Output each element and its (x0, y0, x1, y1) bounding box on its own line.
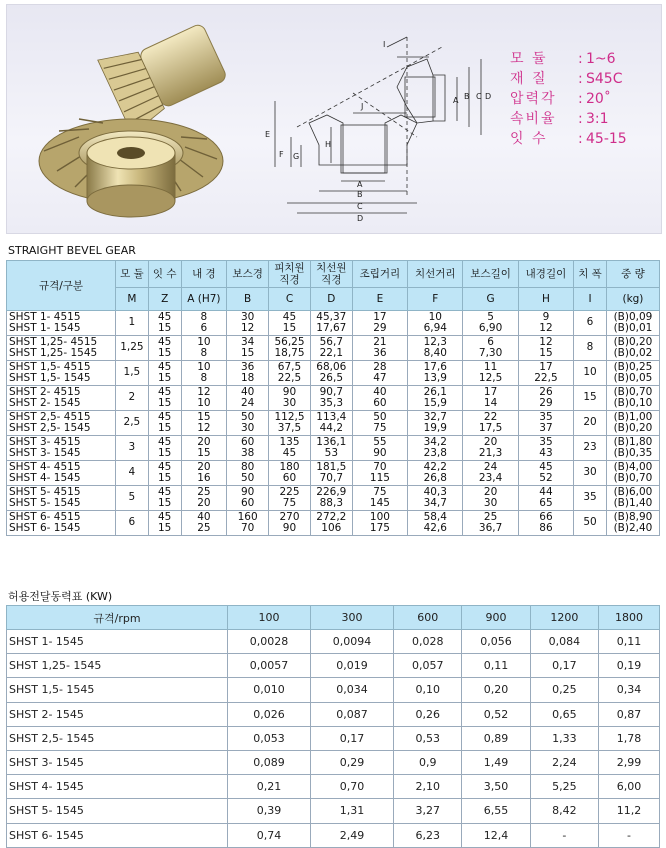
table-cell: 8,42 (530, 799, 598, 823)
module-cell: 2 (116, 386, 149, 411)
table-cell: 0,29 (311, 750, 394, 774)
part-number-cell: SHST 5- 4515 SHST 5- 1545 (7, 486, 116, 511)
table-cell: 0,087 (311, 702, 394, 726)
face-width-cell: 50 (574, 511, 607, 536)
table-cell: 45 52 (518, 461, 573, 486)
table-cell: 56,25 18,75 (269, 336, 311, 361)
table-cell: 2,99 (599, 750, 660, 774)
column-subheader: E (352, 288, 407, 311)
part-number-cell: SHST 6- 4515 SHST 6- 1545 (7, 511, 116, 536)
table-cell: 12 10 (181, 386, 227, 411)
table-cell: 80 50 (227, 461, 269, 486)
face-width-cell: 8 (574, 336, 607, 361)
part-number-cell: SHST 1- 1545 (7, 630, 228, 654)
part-number-cell: SHST 1,5- 1545 (7, 678, 228, 702)
table-cell: 56,7 22,1 (310, 336, 352, 361)
table-cell: 0,9 (394, 750, 462, 774)
table-cell: 0,65 (530, 702, 598, 726)
weight-cell: (B)1,00 (B)0,20 (606, 411, 659, 436)
table-cell: 45 15 (148, 486, 181, 511)
part-number-cell: SHST 6- 1545 (7, 823, 228, 847)
column-header: 치 폭 (574, 261, 607, 288)
svg-text:A: A (453, 96, 459, 105)
table-cell: 5,25 (530, 775, 598, 799)
spec-label: 잇 수 (510, 131, 548, 147)
table-cell: 0,17 (311, 726, 394, 750)
spec-value: 45-15 (586, 131, 627, 147)
table-cell: 1,49 (462, 750, 530, 774)
table-cell: 17 22,5 (518, 361, 573, 386)
column-header: 중 량 (606, 261, 659, 288)
spec-item: 속비율 : 3:1 (510, 111, 609, 127)
column-header: 피치원 직경 (269, 261, 311, 288)
part-number-cell: SHST 1,25- 1545 (7, 654, 228, 678)
table-cell: 11 12,5 (463, 361, 518, 386)
table-cell: 2,49 (311, 823, 394, 847)
table-cell: 6,55 (462, 799, 530, 823)
column-subheader: F (408, 288, 463, 311)
table-cell: 8 6 (181, 311, 227, 336)
table-cell: 1,78 (599, 726, 660, 750)
table-cell: 6 7,30 (463, 336, 518, 361)
table-row (7, 678, 660, 702)
module-cell: 1,25 (116, 336, 149, 361)
table-cell: 2,10 (394, 775, 462, 799)
table-cell: 0,34 (599, 678, 660, 702)
face-width-cell: 6 (574, 311, 607, 336)
table-cell: 45 15 (148, 411, 181, 436)
column-subheader: A (H7) (181, 288, 227, 311)
table-cell: 0,25 (530, 678, 598, 702)
table-cell: 0,010 (228, 678, 311, 702)
weight-cell: (B)0,20 (B)0,02 (606, 336, 659, 361)
svg-text:J: J (361, 102, 364, 111)
column-subheader: (kg) (606, 288, 659, 311)
svg-text:C: C (476, 92, 482, 101)
table-cell: 45 15 (148, 461, 181, 486)
table-row (7, 654, 660, 678)
face-width-cell: 20 (574, 411, 607, 436)
table-row (7, 311, 660, 336)
table-cell: 45 15 (148, 336, 181, 361)
module-cell: 5 (116, 486, 149, 511)
table-cell: 25 36,7 (463, 511, 518, 536)
table-row (7, 799, 660, 823)
table-cell: 0,0094 (311, 630, 394, 654)
table-cell: 12,4 (462, 823, 530, 847)
svg-text:C: C (357, 202, 363, 211)
table-cell: 0,084 (530, 630, 598, 654)
table-cell: 0,19 (599, 654, 660, 678)
table-cell: 12 15 (518, 336, 573, 361)
column-subheader: G (463, 288, 518, 311)
column-subheader: B (227, 288, 269, 311)
table-cell: 40,3 34,7 (408, 486, 463, 511)
column-header: 규격/rpm (7, 606, 228, 630)
column-header: 모 듈 (116, 261, 149, 288)
column-subheader: C (269, 288, 311, 311)
table-cell: 12,3 8,40 (408, 336, 463, 361)
column-header: 100 (228, 606, 311, 630)
table-cell: 136,1 53 (310, 436, 352, 461)
table-cell: 40 60 (352, 386, 407, 411)
table-cell: 26,1 15,9 (408, 386, 463, 411)
table-cell: 32,7 19,9 (408, 411, 463, 436)
svg-text:D: D (357, 214, 364, 223)
table-cell: 25 20 (181, 486, 227, 511)
column-header: 조립거리 (352, 261, 407, 288)
column-header: 300 (311, 606, 394, 630)
table-row (7, 411, 660, 436)
table-cell: 135 45 (269, 436, 311, 461)
spec-value: 1~6 (586, 51, 616, 67)
weight-cell: (B)1,80 (B)0,35 (606, 436, 659, 461)
table2-title: 허용전달동력표 (KW) (8, 590, 113, 603)
column-subheader: M (116, 288, 149, 311)
table-cell: 90,7 35,3 (310, 386, 352, 411)
table-cell: 0,39 (228, 799, 311, 823)
table-cell: 1,33 (530, 726, 598, 750)
table-cell: 113,4 44,2 (310, 411, 352, 436)
table-row (7, 336, 660, 361)
weight-cell: (B)0,09 (B)0,01 (606, 311, 659, 336)
table-cell: 55 90 (352, 436, 407, 461)
part-number-cell: SHST 3- 1545 (7, 750, 228, 774)
table1-title: STRAIGHT BEVEL GEAR (8, 244, 136, 257)
part-number-cell: SHST 5- 1545 (7, 799, 228, 823)
table-cell: 3,27 (394, 799, 462, 823)
product-banner (6, 4, 662, 234)
face-width-cell: 30 (574, 461, 607, 486)
part-number-cell: SHST 2,5- 1545 (7, 726, 228, 750)
module-cell: 1,5 (116, 361, 149, 386)
table-row (7, 823, 660, 847)
part-number-cell: SHST 2- 1545 (7, 702, 228, 726)
column-header: 내경길이 (518, 261, 573, 288)
table-row (7, 461, 660, 486)
part-number-cell: SHST 4- 1545 (7, 775, 228, 799)
spec-label: 압력각 (510, 91, 557, 107)
table-row (7, 726, 660, 750)
part-number-cell: SHST 1- 4515 SHST 1- 1545 (7, 311, 116, 336)
table-cell: 225 75 (269, 486, 311, 511)
table-cell: 45 15 (148, 361, 181, 386)
bevel-gear-photo (19, 11, 255, 229)
table-cell: 26 29 (518, 386, 573, 411)
table-cell: 17,6 13,9 (408, 361, 463, 386)
table-cell: 0,17 (530, 654, 598, 678)
column-header: 600 (394, 606, 462, 630)
table-cell: 35 43 (518, 436, 573, 461)
table-cell: 0,089 (228, 750, 311, 774)
table-cell: 10 8 (181, 336, 227, 361)
table-cell: 21 36 (352, 336, 407, 361)
bevel-gear-dimension-table (6, 260, 660, 536)
table-cell: 5 6,90 (463, 311, 518, 336)
table-cell: 90 60 (227, 486, 269, 511)
table-cell: 45 15 (148, 311, 181, 336)
column-header: 잇 수 (148, 261, 181, 288)
table-cell: 17 14 (463, 386, 518, 411)
table-cell: 45,37 17,67 (310, 311, 352, 336)
table-cell: 0,26 (394, 702, 462, 726)
spec-value: S45C (586, 71, 623, 87)
table-cell: 3,50 (462, 775, 530, 799)
spec-label: 모 듈 (510, 51, 548, 67)
svg-text:D: D (485, 92, 492, 101)
table-cell: 45 15 (269, 311, 311, 336)
part-number-cell: SHST 2,5- 4515 SHST 2,5- 1545 (7, 411, 116, 436)
svg-text:B: B (464, 92, 470, 101)
table-cell: 20 30 (463, 486, 518, 511)
table-cell: 0,10 (394, 678, 462, 702)
spec-item: 잇 수 : 45-15 (510, 131, 627, 147)
table-cell: 226,9 88,3 (310, 486, 352, 511)
table-cell: 6,23 (394, 823, 462, 847)
table-cell: 0,028 (394, 630, 462, 654)
table-cell: 1,31 (311, 799, 394, 823)
table-cell: 0,026 (228, 702, 311, 726)
table-cell: 272,2 106 (310, 511, 352, 536)
table-cell: 10 6,94 (408, 311, 463, 336)
transmission-power-table (6, 605, 660, 848)
table-cell: 0,11 (462, 654, 530, 678)
svg-text:G: G (293, 152, 300, 161)
column-header: 보스경 (227, 261, 269, 288)
column-subheader: I (574, 288, 607, 311)
column-header: 내 경 (181, 261, 227, 288)
module-cell: 6 (116, 511, 149, 536)
module-cell: 3 (116, 436, 149, 461)
table-cell: 11,2 (599, 799, 660, 823)
table-cell: 30 12 (227, 311, 269, 336)
table-row (7, 361, 660, 386)
svg-text:E: E (265, 130, 271, 139)
table-cell: 0,53 (394, 726, 462, 750)
table-cell: 180 60 (269, 461, 311, 486)
spec-label: 재 질 (510, 71, 548, 87)
spec-item: 재 질 : S45C (510, 71, 623, 87)
table-cell: 15 12 (181, 411, 227, 436)
weight-cell: (B)4,00 (B)0,70 (606, 461, 659, 486)
part-number-cell: SHST 2- 4515 SHST 2- 1545 (7, 386, 116, 411)
column-subheader: Z (148, 288, 181, 311)
table-cell: 0,019 (311, 654, 394, 678)
column-header: 1800 (599, 606, 660, 630)
table-cell: 22 17,5 (463, 411, 518, 436)
table-cell: 0,11 (599, 630, 660, 654)
module-cell: 1 (116, 311, 149, 336)
table-row (7, 386, 660, 411)
table-cell: 40 24 (227, 386, 269, 411)
table-row (7, 511, 660, 536)
table-cell: 40 25 (181, 511, 227, 536)
table-cell: 45 15 (148, 386, 181, 411)
column-header: 900 (462, 606, 530, 630)
module-cell: 4 (116, 461, 149, 486)
table-cell: 20 16 (181, 461, 227, 486)
table-cell: 2,24 (530, 750, 598, 774)
table-cell: 34,2 23,8 (408, 436, 463, 461)
table-cell: 10 8 (181, 361, 227, 386)
face-width-cell: 15 (574, 386, 607, 411)
table-cell: 45 15 (148, 436, 181, 461)
part-number-cell: SHST 1,5- 4515 SHST 1,5- 1545 (7, 361, 116, 386)
face-width-cell: 10 (574, 361, 607, 386)
face-width-cell: 35 (574, 486, 607, 511)
table-cell: 0,70 (311, 775, 394, 799)
column-header: 치선거리 (408, 261, 463, 288)
table-cell: 160 70 (227, 511, 269, 536)
weight-cell: (B)8,90 (B)2,40 (606, 511, 659, 536)
spec-value: 20˚ (586, 91, 611, 107)
table-cell: 270 90 (269, 511, 311, 536)
table-row (7, 436, 660, 461)
table-cell: 17 29 (352, 311, 407, 336)
table-cell: 0,0028 (228, 630, 311, 654)
table-row (7, 486, 660, 511)
weight-cell: (B)6,00 (B)1,40 (606, 486, 659, 511)
table-row (7, 775, 660, 799)
table-cell: 28 47 (352, 361, 407, 386)
svg-text:A: A (357, 180, 363, 189)
table-cell: 24 23,4 (463, 461, 518, 486)
weight-cell: (B)0,25 (B)0,05 (606, 361, 659, 386)
table-cell: 68,06 26,5 (310, 361, 352, 386)
table-cell: 67,5 22,5 (269, 361, 311, 386)
dimension-drawing (257, 17, 507, 223)
table-cell: - (530, 823, 598, 847)
table-cell: 50 75 (352, 411, 407, 436)
table-cell: 0,053 (228, 726, 311, 750)
table-cell: 45 15 (148, 511, 181, 536)
column-header: 1200 (530, 606, 598, 630)
table-cell: 0,89 (462, 726, 530, 750)
table-cell: 75 145 (352, 486, 407, 511)
table-cell: 100 175 (352, 511, 407, 536)
table-row (7, 702, 660, 726)
weight-cell: (B)0,70 (B)0,10 (606, 386, 659, 411)
table-cell: 42,2 26,8 (408, 461, 463, 486)
table-cell: 0,034 (311, 678, 394, 702)
table-cell: 0,87 (599, 702, 660, 726)
table-cell: 6,00 (599, 775, 660, 799)
svg-text:I: I (383, 40, 386, 49)
svg-text:B: B (357, 190, 363, 199)
column-subheader: H (518, 288, 573, 311)
part-number-cell: SHST 3- 4515 SHST 3- 1545 (7, 436, 116, 461)
column-header: 보스길이 (463, 261, 518, 288)
table-cell: 0,20 (462, 678, 530, 702)
svg-text:F: F (279, 150, 284, 159)
spec-value: 3:1 (586, 111, 609, 127)
part-number-cell: SHST 1,25- 4515 SHST 1,25- 1545 (7, 336, 116, 361)
spec-item: 모 듈 : 1~6 (510, 51, 616, 67)
table-cell: 35 37 (518, 411, 573, 436)
table-cell: 0,74 (228, 823, 311, 847)
spec-item: 압력각 : 20˚ (510, 91, 611, 107)
face-width-cell: 23 (574, 436, 607, 461)
table-cell: 0,0057 (228, 654, 311, 678)
table-cell: 34 15 (227, 336, 269, 361)
table-cell: 44 65 (518, 486, 573, 511)
table-row (7, 630, 660, 654)
table-cell: 112,5 37,5 (269, 411, 311, 436)
column-header: 치선원 직경 (310, 261, 352, 288)
table-cell: 0,056 (462, 630, 530, 654)
table-cell: - (599, 823, 660, 847)
table-cell: 70 115 (352, 461, 407, 486)
table-cell: 0,057 (394, 654, 462, 678)
table-cell: 66 86 (518, 511, 573, 536)
module-cell: 2,5 (116, 411, 149, 436)
column-subheader: D (310, 288, 352, 311)
table-cell: 9 12 (518, 311, 573, 336)
part-number-cell: SHST 4- 4515 SHST 4- 1545 (7, 461, 116, 486)
svg-text:H: H (325, 140, 332, 149)
table-cell: 60 38 (227, 436, 269, 461)
column-header: 규격/구분 (7, 261, 116, 311)
table-cell: 50 30 (227, 411, 269, 436)
table-cell: 58,4 42,6 (408, 511, 463, 536)
table-cell: 20 21,3 (463, 436, 518, 461)
table-cell: 0,52 (462, 702, 530, 726)
table-cell: 0,21 (228, 775, 311, 799)
spec-label: 속비율 (510, 111, 557, 127)
table-cell: 36 18 (227, 361, 269, 386)
table-cell: 20 15 (181, 436, 227, 461)
table-cell: 90 30 (269, 386, 311, 411)
table-cell: 181,5 70,7 (310, 461, 352, 486)
table-row (7, 750, 660, 774)
spec-list (510, 49, 660, 149)
